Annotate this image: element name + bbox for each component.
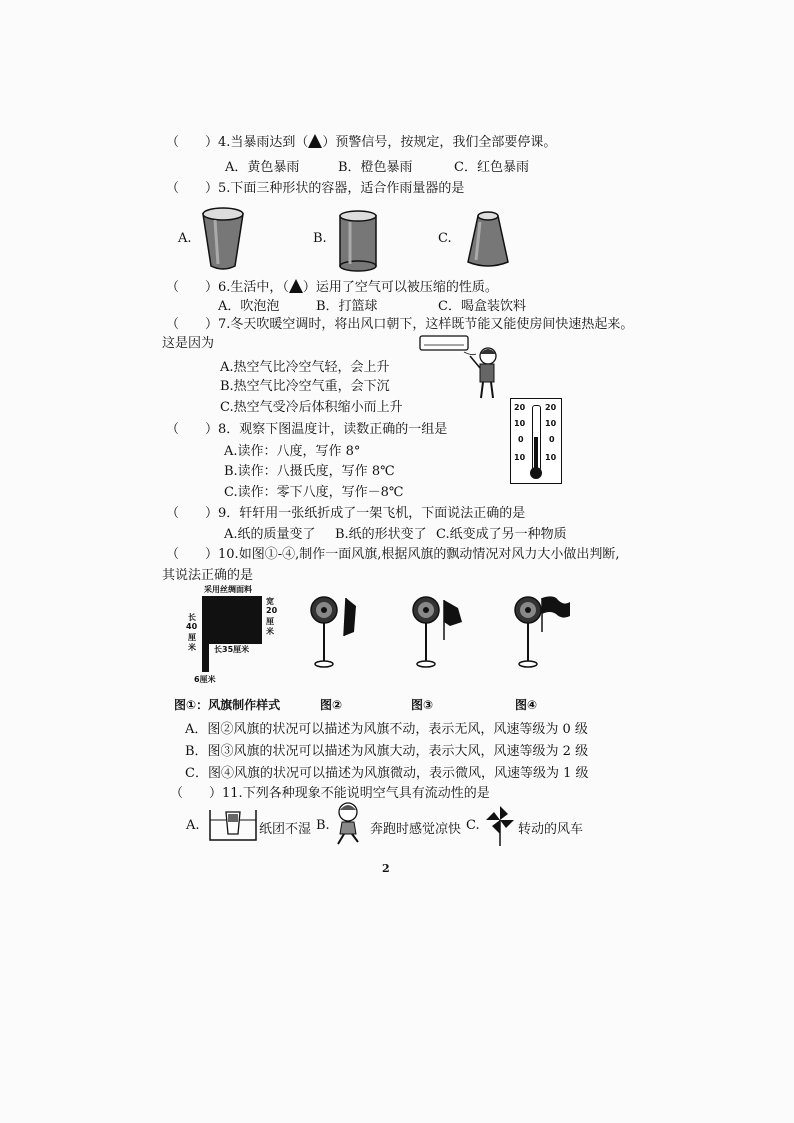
thermo-tick-label: 10 (545, 419, 557, 428)
q5-option-b[interactable]: B. (313, 231, 327, 246)
q11-option-a-text: 纸团不湿 (259, 822, 312, 837)
q9-line (166, 502, 525, 521)
q6-option-c[interactable]: C．喝盒装饮料 (438, 299, 526, 314)
fig3-label: 图③ (411, 698, 434, 712)
cup-narrow-top-image (466, 210, 510, 270)
flag-pole (202, 644, 209, 672)
question-text: 9．轩轩用一张纸折成了一架飞机，下面说法正确的是 (218, 506, 526, 521)
question-text: ）预警信号，按规定，我们全部要停课。 (322, 135, 557, 150)
flag-top-label: 采用丝绸面料 (204, 585, 252, 594)
answer-bracket[interactable]: （ ） (166, 135, 219, 150)
running-child-image (332, 802, 364, 848)
q10-option-b[interactable]: B．图③风旗的状况可以描述为风旗大动，表示大风，风速等级为 2 级 (185, 744, 589, 759)
flag-width-label: 20 (266, 606, 278, 615)
q5-line (166, 177, 464, 196)
thermo-tick-label: 20 (514, 403, 526, 412)
q10-line-2: 其说法正确的是 (162, 568, 254, 583)
q10-option-a[interactable]: A．图②风旗的状况可以描述为风旗不动，表示无风，风速等级为 0 级 (185, 722, 588, 737)
q8-option-b[interactable]: B.读作：八摄氏度，写作 8℃ (224, 464, 395, 479)
flag-diagram (180, 582, 280, 684)
q7-option-a[interactable]: A.热空气比冷空气轻，会上升 (220, 360, 390, 375)
q8-line (166, 418, 447, 437)
answer-bracket[interactable]: （ ） (166, 422, 219, 437)
air-conditioner-child-image (418, 334, 508, 402)
thermo-tick-label: 0 (518, 435, 524, 444)
flag-width-label: 米 (266, 627, 274, 636)
flag-width-label: 厘 (266, 617, 274, 626)
triangle-icon (289, 279, 303, 293)
q9-option-c[interactable]: C.纸变成了另一种物质 (436, 527, 567, 542)
q11-line (170, 782, 490, 801)
fig4-label: 图④ (515, 698, 538, 712)
triangle-icon (308, 134, 322, 148)
answer-bracket[interactable]: （ ） (166, 181, 219, 196)
question-text: 10.如图①-④,制作一面风旗,根据风旗的飘动情况对风力大小做出判断, (218, 547, 620, 562)
thermo-tick-label: 10 (514, 453, 526, 462)
answer-bracket[interactable]: （ ） (166, 506, 219, 521)
fig1-label: 图①：风旗制作样式 (174, 698, 281, 712)
flag-inner-label: 长35厘米 (214, 645, 250, 654)
fan-flag-strong-image (406, 592, 466, 672)
q4-option-b[interactable]: B．橙色暴雨 (338, 160, 413, 175)
flag-length-label: 厘 (188, 633, 196, 642)
q11-option-c-letter[interactable]: C. (466, 818, 480, 833)
flag-width-label: 宽 (266, 597, 274, 606)
q7-line-2: 这是因为 (162, 336, 215, 351)
thermo-tick-label: 10 (514, 419, 526, 428)
answer-bracket[interactable]: （ ） (166, 317, 219, 332)
flag-body (202, 596, 262, 644)
thermo-tick-label: 10 (545, 453, 557, 462)
question-text: ）运用了空气可以被压缩的性质。 (302, 280, 498, 295)
thermo-tick-label: 0 (549, 435, 555, 444)
question-text: 5.下面三种形状的容器，适合作雨量器的是 (218, 181, 465, 196)
q11-option-c-text: 转动的风车 (518, 822, 584, 837)
q10-line (166, 543, 619, 562)
cylinder-image (338, 210, 378, 272)
page-number: 2 (382, 862, 390, 875)
answer-bracket[interactable]: （ ） (166, 280, 219, 295)
cup-wide-top-image (200, 206, 246, 272)
q4-option-a[interactable]: A．黄色暴雨 (225, 160, 300, 175)
thermometer-image (510, 398, 562, 484)
q4-line (166, 131, 556, 150)
flag-bottom-label: 6厘米 (194, 675, 216, 684)
question-text: 8．观察下图温度计，读数正确的一组是 (218, 422, 448, 437)
q6-option-b[interactable]: B．打篮球 (316, 299, 378, 314)
flag-length-label: 米 (188, 643, 196, 652)
q11-option-b-text: 奔跑时感觉凉快 (370, 822, 462, 837)
q8-option-c[interactable]: C.读作：零下八度，写作－8℃ (224, 485, 404, 500)
q7-option-c[interactable]: C.热空气受冷后体积缩小而上升 (220, 400, 403, 415)
pinwheel-image (484, 804, 516, 848)
q5-option-a[interactable]: A. (178, 231, 192, 246)
q7-line (166, 313, 633, 332)
q6-option-a[interactable]: A．吹泡泡 (218, 299, 280, 314)
fig2-label: 图② (320, 698, 343, 712)
q11-option-b-letter[interactable]: B. (316, 818, 330, 833)
cup-in-water-image (208, 808, 258, 842)
answer-bracket[interactable]: （ ） (170, 786, 223, 801)
q5-option-c[interactable]: C. (438, 231, 452, 246)
fan-flag-gentle-image (508, 592, 572, 672)
answer-bracket[interactable]: （ ） (166, 547, 219, 562)
question-text: 6.生活中，（ (218, 280, 289, 295)
q9-option-b[interactable]: B.纸的形状变了 (335, 527, 427, 542)
flag-length-label: 40 (186, 622, 198, 631)
q6-line (166, 276, 498, 295)
question-text: 11.下列各种现象不能说明空气具有流动性的是 (222, 786, 490, 801)
thermo-tick-label: 20 (545, 403, 557, 412)
q10-option-c[interactable]: C．图④风旗的状况可以描述为风旗微动，表示微风，风速等级为 1 级 (185, 766, 589, 781)
q4-option-c[interactable]: C．红色暴雨 (454, 160, 529, 175)
q9-option-a[interactable]: A.纸的质量变了 (224, 527, 316, 542)
q8-option-a[interactable]: A.读作：八度，写作 8° (224, 444, 361, 459)
fan-flag-still-image (304, 592, 364, 672)
flag-length-label: 长 (188, 613, 196, 622)
q7-option-b[interactable]: B.热空气比冷空气重，会下沉 (220, 379, 390, 394)
q11-option-a-letter[interactable]: A. (186, 818, 200, 833)
question-text: 4.当暴雨达到（ (218, 135, 309, 150)
question-text: 7.冬天吹暖空调时，将出风口朝下，这样既节能又能使房间快速热起来。 (218, 317, 634, 332)
